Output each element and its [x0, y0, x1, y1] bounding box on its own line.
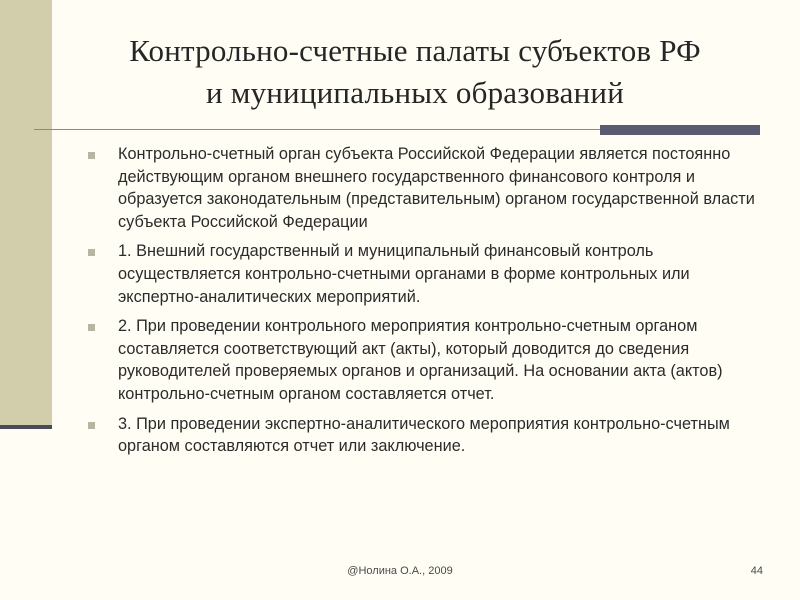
- bullet-square-icon: [88, 324, 95, 331]
- bullet-square-icon: [88, 422, 95, 429]
- bullet-item: [88, 240, 768, 308]
- footer-author: @Нолина О.А., 2009: [347, 565, 453, 577]
- bullet-list: [88, 143, 768, 465]
- page-number: 44: [750, 565, 763, 577]
- bullet-text: Контрольно-счетный орган субъекта Российской Федерации является постоянно действующим органом внешнего государственного финансового контроля и образуется законодательным (представительным) органом государственной власти субъекта Российской Федерации: [118, 145, 755, 231]
- slide-title-line-1: Контрольно-счетные палаты субъектов РФ: [129, 33, 701, 68]
- bullet-text: 1. Внешний государственный и муниципальный финансовый контроль осуществляется контрольно-счетными органами в форме контрольных или экспертно-аналитических мероприятий.: [118, 242, 690, 306]
- side-decor-band: [0, 0, 52, 425]
- slide-title-line-2: и муниципальных образований: [206, 75, 624, 110]
- bullet-item: [88, 143, 768, 233]
- bullet-item: [88, 315, 768, 405]
- bullet-text: 2. При проведении контрольного мероприятия контрольно-счетным органом составляется соответствующий акт (акты), который доводится до сведения руководителей проверяемых органов и организаций. На основании акта (актов) контрольно-счетным органом составляется отчет.: [118, 317, 723, 403]
- bullet-text: 3. При проведении экспертно-аналитического мероприятия контрольно-счетным органом составляются отчет или заключение.: [118, 414, 730, 456]
- bullet-item: [88, 413, 768, 458]
- bullet-square-icon: [88, 249, 95, 256]
- bullet-square-icon: [88, 152, 95, 159]
- slide-title: [60, 30, 770, 114]
- title-accent-bar: [600, 125, 760, 135]
- side-decor-band-edge: [0, 425, 52, 429]
